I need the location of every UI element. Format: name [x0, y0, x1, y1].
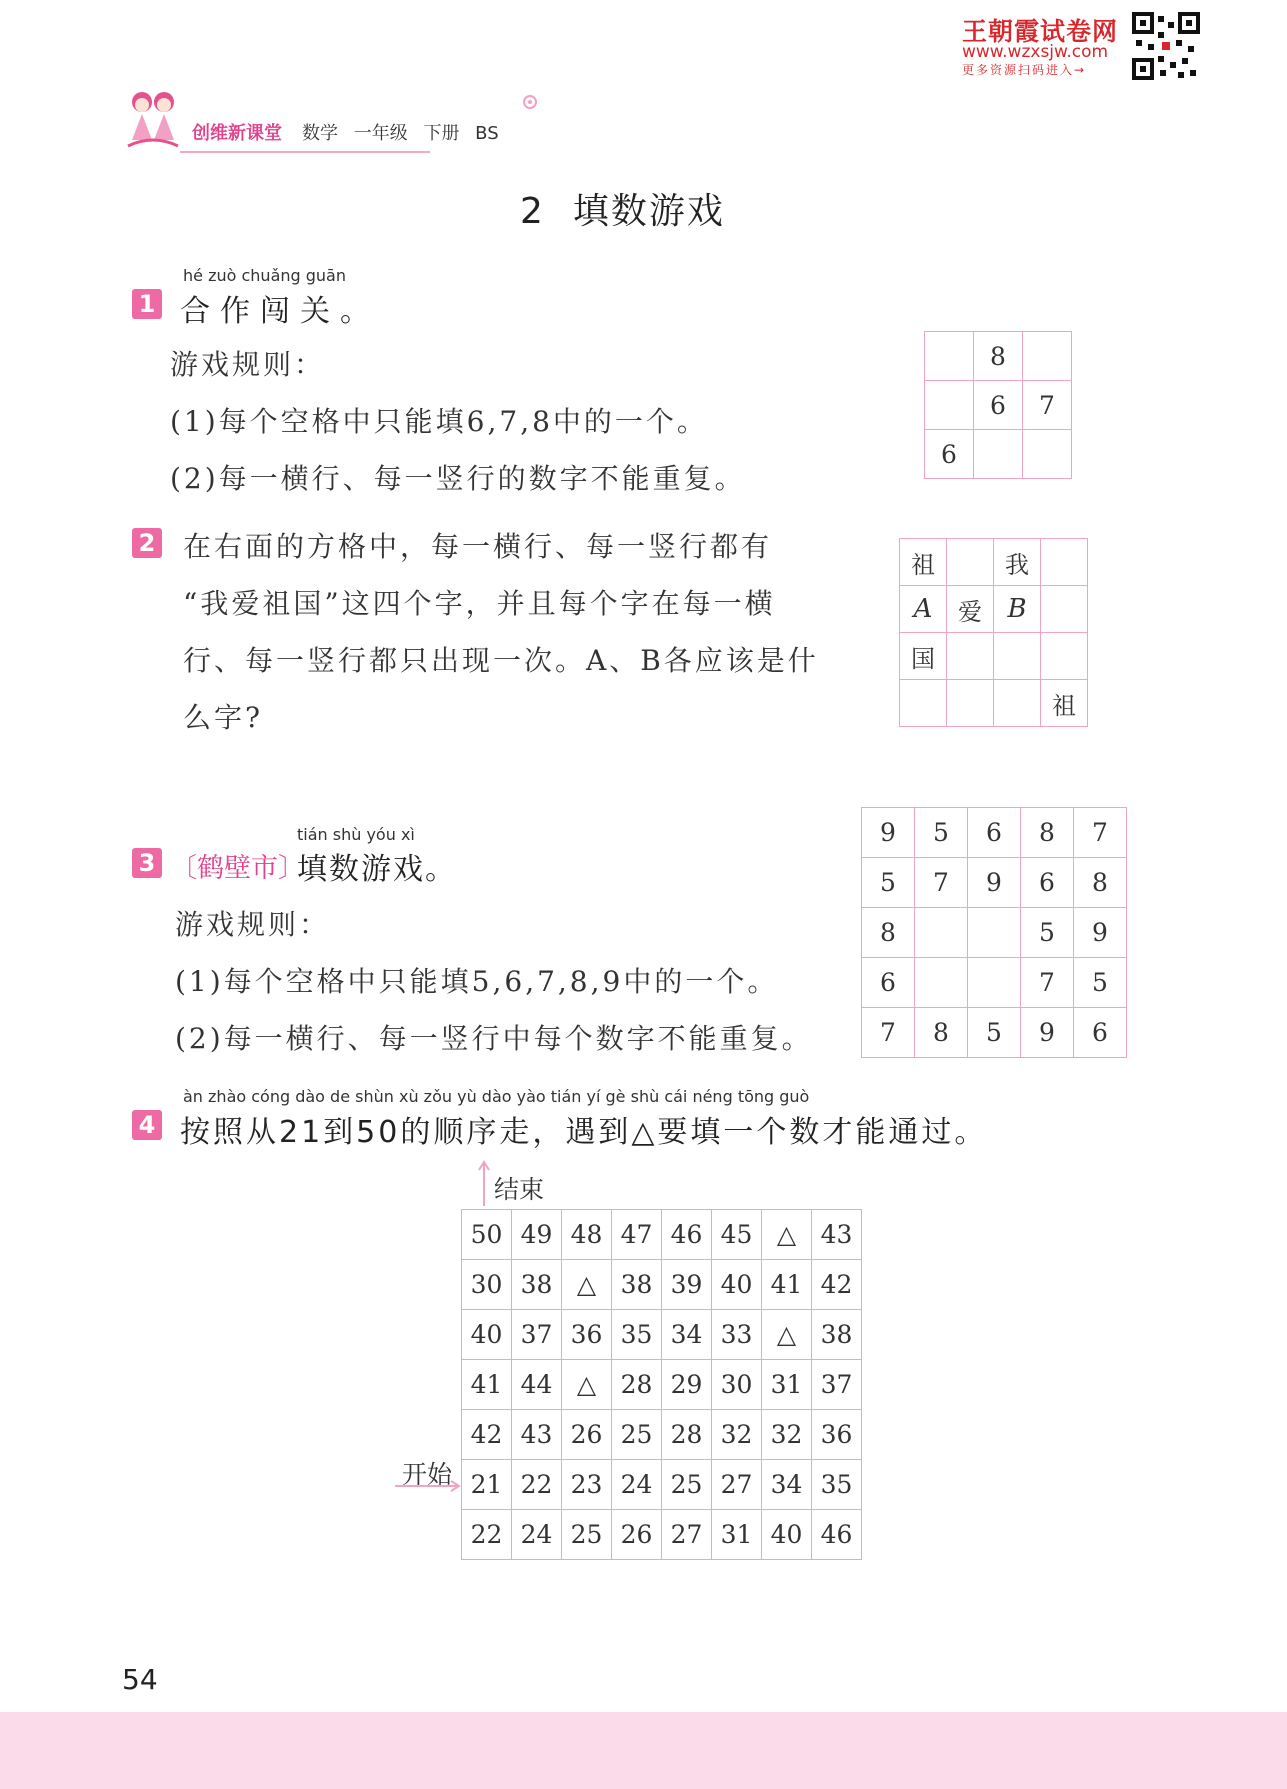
grid-cell: 祖	[900, 539, 947, 586]
site-title: 王朝霞试卷网	[962, 17, 1119, 46]
q4-title: 按照从21到50的顺序走，遇到△要填一个数才能通过。	[180, 1115, 988, 1150]
grid-cell: 7	[862, 1008, 915, 1058]
grid-cell[interactable]	[925, 332, 974, 381]
grid-cell[interactable]	[974, 430, 1023, 479]
q1-pinyin: hé zuò chuǎng guān	[183, 266, 346, 285]
grid-cell: 44	[512, 1360, 562, 1410]
grid-cell: 34	[762, 1460, 812, 1510]
flower-icon	[520, 92, 540, 112]
q2-line-3: 行、每一竖行都只出现一次。A、B各应该是什	[183, 644, 819, 677]
q2-line-2: “我爱祖国”这四个字，并且每个字在每一横	[183, 587, 776, 620]
page-title	[520, 183, 725, 234]
end-arrow-icon	[478, 1160, 490, 1206]
q2-line-1: 在右面的方格中，每一横行、每一竖行都有	[183, 530, 773, 563]
grid-cell: 7	[1074, 808, 1127, 858]
grid-cell[interactable]	[947, 633, 994, 680]
q1-badge: 1	[132, 289, 162, 319]
grid-cell: 36	[562, 1310, 612, 1360]
grid-cell: 41	[762, 1260, 812, 1310]
grid-cell: 8	[974, 332, 1023, 381]
grid-cell[interactable]	[1041, 539, 1088, 586]
grid-cell[interactable]	[1023, 430, 1072, 479]
section-title: 填数游戏	[572, 191, 725, 232]
grid-cell[interactable]	[968, 958, 1021, 1008]
grid-cell-b: B	[994, 586, 1041, 633]
grid-cell: 24	[512, 1510, 562, 1560]
grid-cell: 28	[662, 1410, 712, 1460]
grid-cell: 38	[512, 1260, 562, 1310]
site-hint: 更多资源扫码进入→	[962, 63, 1087, 77]
grid-cell: 6	[1021, 858, 1074, 908]
grid-cell: 27	[712, 1460, 762, 1510]
grid-cell: 9	[1074, 908, 1127, 958]
grid-cell[interactable]	[925, 381, 974, 430]
grid-cell: 5	[968, 1008, 1021, 1058]
grid-cell: 8	[1021, 808, 1074, 858]
grid-cell[interactable]	[947, 680, 994, 727]
grid-cell: 48	[562, 1210, 612, 1260]
grid-cell: 40	[762, 1510, 812, 1560]
grid-cell[interactable]	[947, 539, 994, 586]
grid-cell: 37	[512, 1310, 562, 1360]
grid-cell[interactable]	[915, 908, 968, 958]
grid-cell: 46	[662, 1210, 712, 1260]
page-number: 54	[122, 1663, 158, 1696]
grid-cell: 6	[968, 808, 1021, 858]
brand-name: 创维新课堂	[192, 123, 282, 144]
q3-region-tag: 〔鹤壁市〕	[170, 853, 305, 884]
grid-cell: 5	[915, 808, 968, 858]
q4-grid	[461, 1209, 862, 1560]
grid-cell: 7	[915, 858, 968, 908]
grid-cell: 6	[862, 958, 915, 1008]
grid-cell[interactable]	[994, 680, 1041, 727]
site-url[interactable]: www.wzxsjw.com	[962, 42, 1109, 62]
q1-rule-1: (1)每个空格中只能填6,7,8中的一个。	[170, 405, 708, 438]
grid-cell: 42	[812, 1260, 862, 1310]
header-divider	[180, 151, 430, 153]
q2-line-4: 么字?	[183, 701, 264, 734]
grid-cell: 9	[968, 858, 1021, 908]
grid-cell: 32	[762, 1410, 812, 1460]
q1-grid	[924, 331, 1072, 479]
qr-code-icon[interactable]	[1132, 12, 1200, 80]
grid-cell: 36	[812, 1410, 862, 1460]
q3-badge: 3	[132, 848, 162, 878]
q3-rule-2: (2)每一横行、每一竖行中每个数字不能重复。	[175, 1022, 813, 1055]
grid-cell[interactable]	[1041, 586, 1088, 633]
grid-cell: 25	[662, 1460, 712, 1510]
end-label: 结束	[494, 1175, 545, 1204]
grid-cell: 8	[862, 908, 915, 958]
grid-cell: 49	[512, 1210, 562, 1260]
q1-title: 合作闯关。	[180, 294, 380, 329]
grid-cell: 25	[562, 1510, 612, 1560]
grid-cell: 27	[662, 1510, 712, 1560]
triangle-cell[interactable]: △	[562, 1260, 612, 1310]
grid-cell: 21	[462, 1460, 512, 1510]
grid-cell: 33	[712, 1310, 762, 1360]
grid-cell: 45	[712, 1210, 762, 1260]
grid-cell: 我	[994, 539, 1041, 586]
grid-cell: 38	[812, 1310, 862, 1360]
start-label: 开始	[402, 1460, 453, 1489]
grid-cell: 39	[662, 1260, 712, 1310]
grid-cell: 7	[1021, 958, 1074, 1008]
grid-cell: 5	[1021, 908, 1074, 958]
grid-cell: 41	[462, 1360, 512, 1410]
q2-badge: 2	[132, 528, 162, 558]
grid-cell: 8	[1074, 858, 1127, 908]
grid-cell: 9	[862, 808, 915, 858]
grid-cell: 35	[812, 1460, 862, 1510]
grid-cell: 31	[712, 1510, 762, 1560]
grid-cell: 22	[512, 1460, 562, 1510]
grid-cell: 6	[1074, 1008, 1127, 1058]
grid-cell: 35	[612, 1310, 662, 1360]
grid-cell: 25	[612, 1410, 662, 1460]
q3-rules-title: 游戏规则：	[175, 908, 331, 941]
triangle-cell[interactable]: △	[562, 1360, 612, 1410]
q1-rule-2: (2)每一横行、每一竖行的数字不能重复。	[170, 462, 746, 495]
start-arrow-icon	[395, 1479, 461, 1493]
grid-cell: 5	[1074, 958, 1127, 1008]
grid-cell: 29	[662, 1360, 712, 1410]
grid-cell: 40	[712, 1260, 762, 1310]
grid-cell: 30	[462, 1260, 512, 1310]
grid-cell-a: A	[900, 586, 947, 633]
q1-rules-title: 游戏规则：	[170, 348, 326, 381]
grid-cell: 6	[974, 381, 1023, 430]
section-number: 2	[520, 191, 545, 232]
grid-cell[interactable]	[1041, 633, 1088, 680]
grid-cell: 5	[862, 858, 915, 908]
q4-pinyin: àn zhào cóng dào de shùn xù zǒu yù dào yào tián yí gè shù cái néng tōng guò	[183, 1087, 810, 1106]
grid-cell: 30	[712, 1360, 762, 1410]
q3-grid	[861, 807, 1127, 1058]
grid-cell[interactable]	[900, 680, 947, 727]
q3-title: 填数游戏。	[297, 852, 457, 887]
grid-cell: 国	[900, 633, 947, 680]
grid-cell: 40	[462, 1310, 512, 1360]
grid-cell: 爱	[947, 586, 994, 633]
grid-cell: 22	[462, 1510, 512, 1560]
grid-cell[interactable]	[1023, 332, 1072, 381]
grid-cell: 50	[462, 1210, 512, 1260]
grid-cell: 38	[612, 1260, 662, 1310]
grid-cell: 37	[812, 1360, 862, 1410]
grid-cell: 28	[612, 1360, 662, 1410]
grid-cell: 7	[1023, 381, 1072, 430]
q2-grid	[899, 538, 1088, 727]
grid-cell: 24	[612, 1460, 662, 1510]
grid-cell: 6	[925, 430, 974, 479]
grid-cell: 32	[712, 1410, 762, 1460]
triangle-cell[interactable]: △	[762, 1210, 812, 1260]
book-subject: 数学 一年级 下册 BS	[302, 123, 499, 144]
grid-cell: 31	[762, 1360, 812, 1410]
grid-cell: 43	[812, 1210, 862, 1260]
grid-cell: 8	[915, 1008, 968, 1058]
kids-logo-icon	[124, 88, 182, 150]
grid-cell[interactable]	[994, 633, 1041, 680]
grid-cell: 26	[612, 1510, 662, 1560]
grid-cell[interactable]	[968, 908, 1021, 958]
grid-cell: 43	[512, 1410, 562, 1460]
grid-cell: 23	[562, 1460, 612, 1510]
grid-cell: 26	[562, 1410, 612, 1460]
triangle-cell[interactable]: △	[762, 1310, 812, 1360]
grid-cell: 祖	[1041, 680, 1088, 727]
footer-band	[0, 1712, 1287, 1789]
grid-cell: 42	[462, 1410, 512, 1460]
q4-badge: 4	[132, 1110, 162, 1140]
grid-cell: 34	[662, 1310, 712, 1360]
grid-cell: 46	[812, 1510, 862, 1560]
q3-rule-1: (1)每个空格中只能填5,6,7,8,9中的一个。	[175, 965, 779, 998]
grid-cell[interactable]	[915, 958, 968, 1008]
grid-cell: 9	[1021, 1008, 1074, 1058]
grid-cell: 47	[612, 1210, 662, 1260]
q3-pinyin: tián shù yóu xì	[297, 825, 415, 844]
